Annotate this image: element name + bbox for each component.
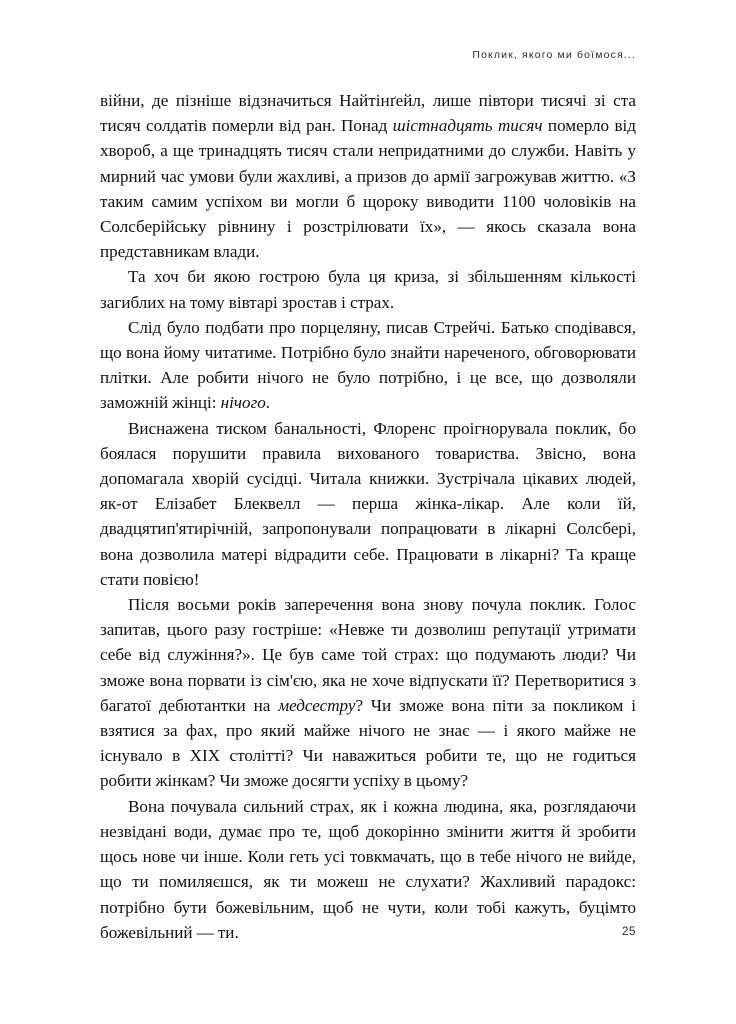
paragraph <box>100 416 636 592</box>
body-text: ? Чи зможе вона піти за покликом і взятися за фах, про який майже нічого не знає — і якого майже не існувало в XIX столітті? Чи наважиться робити те, що не годиться робити жінкам? Чи зможе досягти успіху в цьому? <box>100 695 636 791</box>
body-text: . <box>265 393 271 413</box>
body-text: Після восьми років заперечення вона знову почула поклик. Голос запитав, цього разу гостріше: «Невже ти дозволиш репутації утримати себе від служіння?». Це був саме той страх: що подумають люди? Чи зможе вона порвати із сім'єю, яка не хоче відпускати її? Перетворитися з багатої дебютантки на <box>100 595 636 715</box>
emphasis-text: медсестру <box>278 695 356 715</box>
body-text: Вона почувала сильний страх, як і кожна людина, яка, розглядаючи незвідані води, думає про те, щоб докорінно змінити життя й зробити щось нове чи інше. Коли геть усі товкмачать, що в тебе нічого не вийде, що ти помиляєшся, як ти можеш не слухати? Жахливий парадокс: потрібно бути божевільним, щоб не чути, коли тобі кажуть, буцімто божевільний — ти. <box>100 796 636 942</box>
body-text-column <box>100 88 636 945</box>
body-text: Слід було подбати про порцеляну, писав Стрейчі. Батько сподівався, що вона йому читатиме. Потрібно було знайти нареченого, обговорювати плітки. Але робити нічого не було потрібно, і це все, що дозволяли заможній жінці: <box>100 317 636 413</box>
paragraph <box>100 264 636 314</box>
page-number: 25 <box>622 926 636 938</box>
emphasis-text: нічого <box>220 393 266 413</box>
emphasis-text: шістнадцять тисяч <box>392 116 543 136</box>
paragraph <box>100 88 636 264</box>
body-text: Та хоч би якою гострою була ця криза, зі збільшенням кількості загиблих на тому вівтарі зростав і страх. <box>100 267 636 312</box>
paragraph <box>100 794 636 945</box>
paragraph <box>100 315 636 416</box>
body-text: Виснажена тиском банальності, Флоренс проігнорувала поклик, бо боялася порушити правила вихованого товариства. Звісно, вона допомагала хворій сусідці. Читала книжки. Зустрічала цікавих людей, як-от Елізабет Блеквелл — перша жінка-лікар. Але коли їй, двадцятип'ятирічній, запропонували попрацювати в лікарні Солсбері, вона дозволила матері відрадити себе. Працювати в лікарні? Та краще стати повією! <box>100 418 636 589</box>
body-text: війни, де пізніше відзначиться Найтінґейл, лише півтори тисячі зі ста тисяч солдатів померли від ран. Понад <box>100 91 636 136</box>
running-header: Поклик, якого ми боїмося... <box>472 49 636 61</box>
paragraph <box>100 592 636 794</box>
body-text: померло від хвороб, а ще тринадцять тисяч стали непридатними до служби. Навіть у мирний час умови були жахливі, а призов до армії загрожував життю. «З таким самим успіхом ви могли б щороку виводити 1100 чоловіків на Солсберійську рівнину і розстрілювати їх», — якось сказала вона представникам влади. <box>100 116 636 262</box>
